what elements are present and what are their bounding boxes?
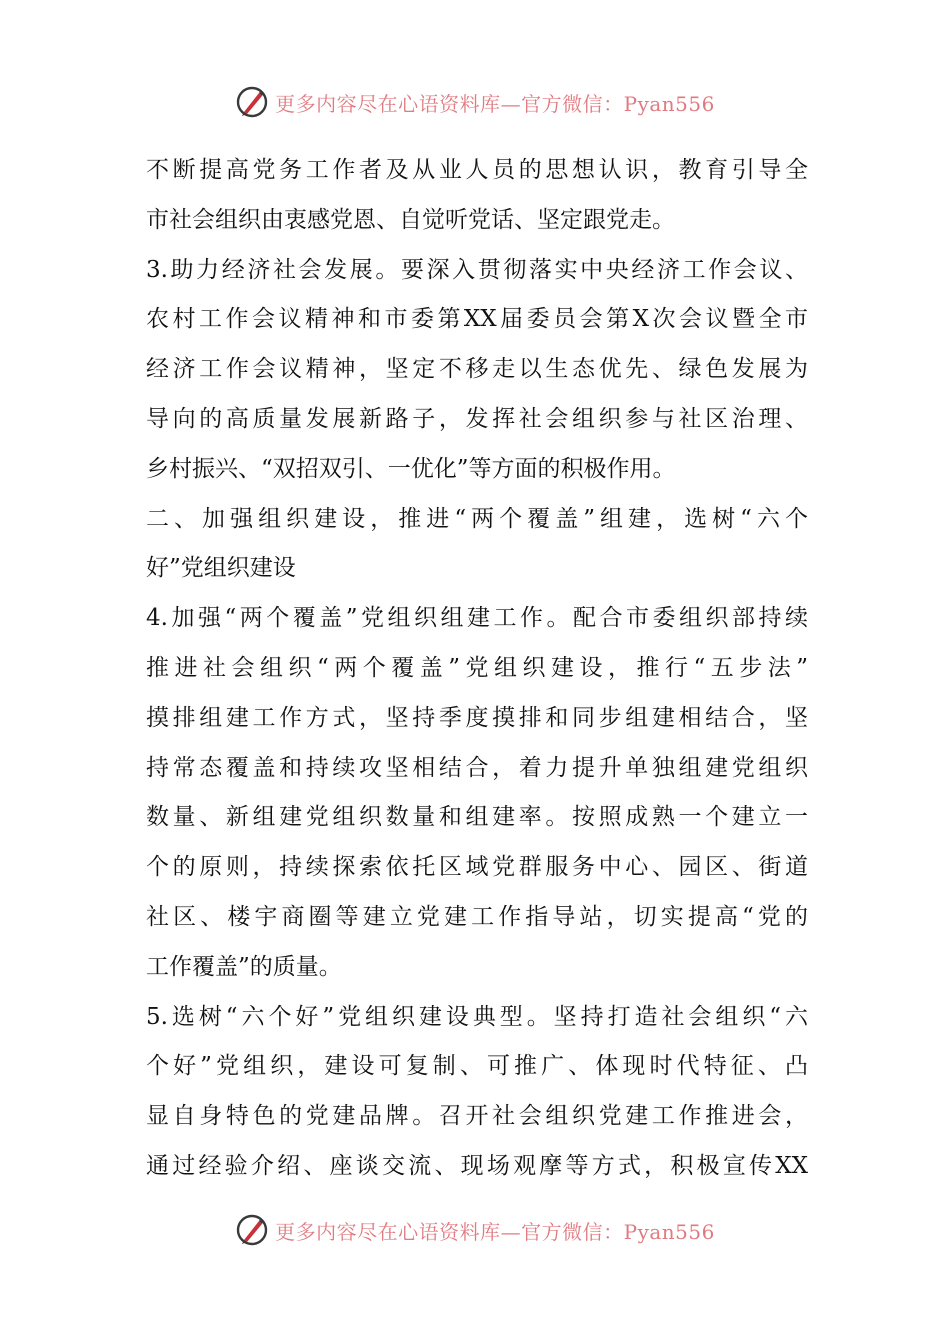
section-heading-line: 好”党组织建设 xyxy=(146,555,296,582)
body-line: 经济工作会议精神，坚定不移走以生态优先、绿色发展为 xyxy=(146,356,808,383)
header-banner xyxy=(0,82,950,122)
body-line: 乡村振兴、“双招双引、一优化”等方面的积极作用。 xyxy=(146,455,676,482)
body-line: 社区、楼宇商圈等建立党建工作指导站，切实提高“党的 xyxy=(146,903,808,930)
body-line: 显自身特色的党建品牌。召开社会组织党建工作推进会， xyxy=(146,1103,808,1130)
body-line: 农村工作会议精神和市委第XX届委员会第X次会议暨全市 xyxy=(146,306,808,333)
body-line: 5.选树“六个好”党组织建设典型。坚持打造社会组织“六 xyxy=(146,1003,808,1030)
body-line: 个好”党组织，建设可复制、可推广、体现时代特征、凸 xyxy=(146,1053,808,1080)
footer-banner-text: 更多内容尽在心语资料库—官方微信：Pyan556 xyxy=(275,1219,715,1244)
body-line: 4.加强“两个覆盖”党组织组建工作。配合市委组织部持续 xyxy=(146,605,808,632)
header-banner-text: 更多内容尽在心语资料库—官方微信：Pyan556 xyxy=(275,91,715,116)
body-line: 导向的高质量发展新路子，发挥社会组织参与社区治理、 xyxy=(146,405,808,432)
body-line: 3.助力经济社会发展。要深入贯彻落实中央经济工作会议、 xyxy=(146,256,808,283)
body-line: 数量、新组建党组织数量和组建率。按照成熟一个建立一 xyxy=(146,804,808,831)
pen-logo-icon xyxy=(235,85,269,119)
footer-banner xyxy=(0,1210,950,1250)
body-line: 持常态覆盖和持续攻坚相结合，着力提升单独组建党组织 xyxy=(146,754,808,781)
body-line: 摸排组建工作方式，坚持季度摸排和同步组建相结合，坚 xyxy=(146,704,808,731)
pen-logo-icon xyxy=(235,1213,269,1247)
body-line: 通过经验介绍、座谈交流、现场观摩等方式，积极宣传XX xyxy=(146,1152,808,1179)
body-line: 不断提高党务工作者及从业人员的思想认识，教育引导全 xyxy=(146,157,808,183)
document-body xyxy=(146,146,808,1192)
body-line: 推进社会组织“两个覆盖”党组织建设，推行“五步法” xyxy=(146,654,808,681)
body-line: 市社会组织由衷感党恩、自觉听党话、坚定跟党走。 xyxy=(146,206,675,233)
section-heading-line: 二、加强组织建设，推进“两个覆盖”组建，选树“六个 xyxy=(146,505,808,532)
body-line: 工作覆盖”的质量。 xyxy=(146,953,342,980)
body-line: 个的原则，持续探索依托区域党群服务中心、园区、街道 xyxy=(146,854,808,881)
